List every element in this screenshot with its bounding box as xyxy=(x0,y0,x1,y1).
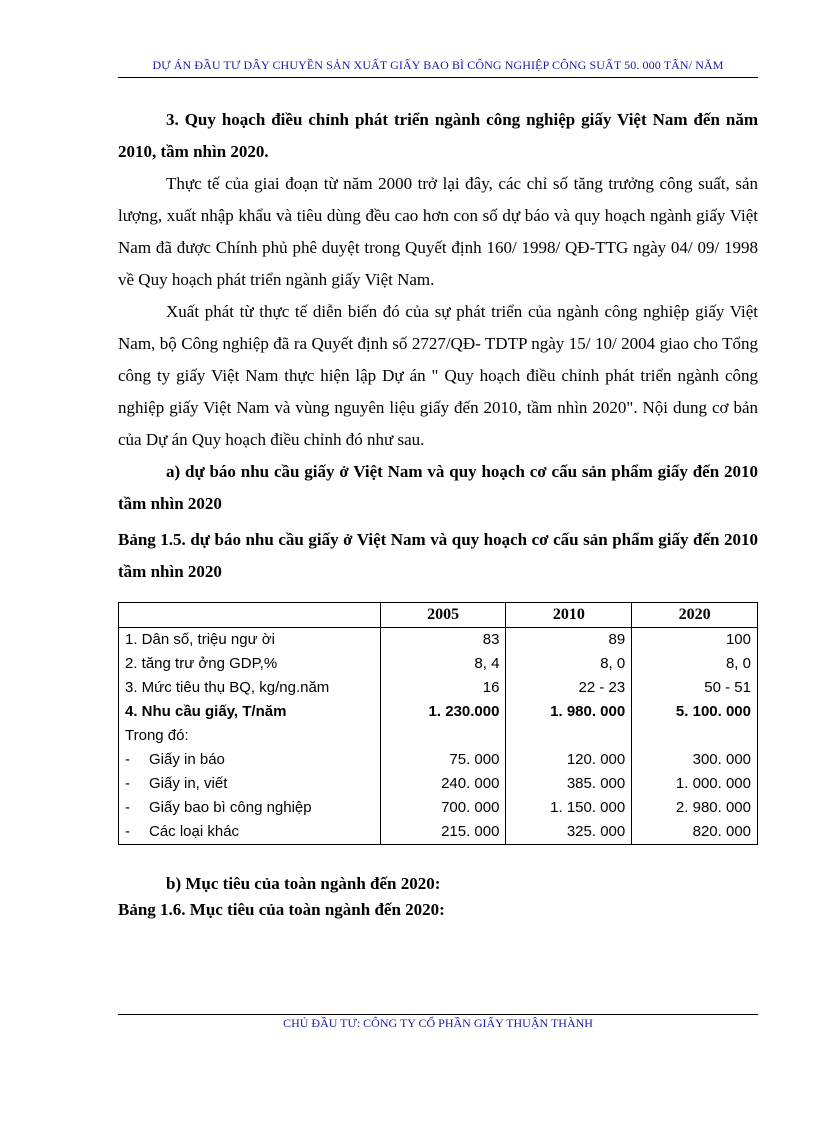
cell-2005: 215. 000 xyxy=(380,820,506,845)
cell-2010: 1. 980. 000 xyxy=(506,700,632,724)
row-label xyxy=(119,796,381,820)
cell-2020: 300. 000 xyxy=(632,748,758,772)
cell-2020: 2. 980. 000 xyxy=(632,796,758,820)
cell-2010: 89 xyxy=(506,628,632,653)
cell-2010: 120. 000 xyxy=(506,748,632,772)
table-row xyxy=(119,772,758,796)
cell-2020: 820. 000 xyxy=(632,820,758,845)
table-row xyxy=(119,652,758,676)
cell-2005: 1. 230.000 xyxy=(380,700,506,724)
list-dash: - xyxy=(125,751,130,768)
cell-2020: 50 - 51 xyxy=(632,676,758,700)
list-dash: - xyxy=(125,823,130,840)
row-label xyxy=(119,820,381,845)
table-row xyxy=(119,796,758,820)
cell-2005: 240. 000 xyxy=(380,772,506,796)
row-label: 3. Mức tiêu thụ BQ, kg/ng.năm xyxy=(119,676,381,700)
cell-2005: 16 xyxy=(380,676,506,700)
table-row xyxy=(119,724,758,748)
column-header: 2005 xyxy=(380,603,506,628)
cell-2005 xyxy=(380,724,506,748)
table-row xyxy=(119,748,758,772)
list-dash: - xyxy=(125,775,130,792)
paragraph-1: Thực tế của giai đoạn từ năm 2000 trở lại đây, các chỉ số tăng trưởng công suất, sản lượng, xuất nhập khẩu và tiêu dùng đều cao hơn con số dự báo và quy hoạch ngành giấy Việt Nam đã được Chính phủ phê duyệt trong Quyết định 160/ 1998/ QĐ-TTG ngày 04/ 09/ 1998 về Quy hoạch phát triển ngành giấy Việt Nam. xyxy=(118,174,758,289)
cell-2020: 5. 100. 000 xyxy=(632,700,758,724)
cell-2020: 8, 0 xyxy=(632,652,758,676)
table-row-total xyxy=(119,700,758,724)
paragraph-2: Xuất phát từ thực tế diễn biến đó của sự phát triển của ngành công nghiệp giấy Việt Nam, bộ Công nghiệp đã ra Quyết định số 2727/QĐ- TDTP ngày 15/ 10/ 2004 giao cho Tổng công ty giấy Việt Nam thực hiện lập Dự án " Quy hoạch điều chỉnh phát triển ngành công nghiệp giấy Việt Nam và vùng nguyên liệu giấy đến 2010, tầm nhìn 2020". Nội dung cơ bản của Dự án Quy hoạch điều chỉnh đó như sau. xyxy=(118,302,758,449)
footer-rule xyxy=(118,1014,758,1015)
row-label xyxy=(119,772,381,796)
row-label: 4. Nhu cầu giấy, T/năm xyxy=(119,700,381,724)
column-header: 2010 xyxy=(506,603,632,628)
row-label-text: Giấy in báo xyxy=(149,751,225,768)
row-label-text: Giấy in, viết xyxy=(149,775,228,792)
row-label: 2. tăng trư ởng GDP,% xyxy=(119,652,381,676)
row-label-text: Các loại khác xyxy=(149,823,240,840)
list-dash: - xyxy=(125,799,130,816)
table-row xyxy=(119,820,758,845)
cell-2020: 100 xyxy=(632,628,758,653)
table-caption: Bảng 1.5. dự báo nhu cầu giấy ở Việt Nam và quy hoạch cơ cấu sản phẩm giấy đến 2010 tầm nhìn 2020 xyxy=(118,530,758,581)
demand-forecast-table xyxy=(118,602,758,845)
subsection-heading-b: b) Mục tiêu của toàn ngành đến 2020: xyxy=(166,874,441,893)
cell-2010: 22 - 23 xyxy=(506,676,632,700)
page-footer: CHỦ ĐẦU TƯ: CÔNG TY CỔ PHẦN GIẤY THUẬN THÀNH xyxy=(283,1016,593,1030)
page-header: DỰ ÁN ĐẦU TƯ DÂY CHUYỀN SẢN XUẤT GIẤY BAO BÌ CÔNG NGHIỆP CÔNG SUẤT 50. 000 TẤN/ NĂM xyxy=(152,58,724,72)
table-header-row xyxy=(119,603,758,628)
row-label-text: Giấy bao bì công nghiệp xyxy=(149,799,312,816)
cell-2010: 385. 000 xyxy=(506,772,632,796)
cell-2010 xyxy=(506,724,632,748)
cell-2005: 8, 4 xyxy=(380,652,506,676)
cell-2020: 1. 000. 000 xyxy=(632,772,758,796)
cell-2010: 1. 150. 000 xyxy=(506,796,632,820)
cell-2010: 8, 0 xyxy=(506,652,632,676)
section-heading-3: 3. Quy hoạch điều chỉnh phát triển ngành công nghiệp giấy Việt Nam đến năm 2010, tầm nhìn 2020. xyxy=(118,110,758,161)
column-header xyxy=(119,603,381,628)
cell-2005: 700. 000 xyxy=(380,796,506,820)
row-label: 1. Dân số, triệu ngư ời xyxy=(119,628,381,653)
subsection-heading-a: a) dự báo nhu cầu giấy ở Việt Nam và quy hoạch cơ cấu sản phẩm giấy đến 2010 tầm nhìn 2020 xyxy=(118,462,758,513)
document-body xyxy=(118,104,758,923)
table-row xyxy=(119,676,758,700)
cell-2010: 325. 000 xyxy=(506,820,632,845)
row-label xyxy=(119,748,381,772)
cell-2005: 83 xyxy=(380,628,506,653)
column-header: 2020 xyxy=(632,603,758,628)
table-row xyxy=(119,628,758,653)
table-caption-2: Bảng 1.6. Mục tiêu của toàn ngành đến 2020: xyxy=(118,900,445,919)
header-rule xyxy=(118,77,758,78)
cell-2020 xyxy=(632,724,758,748)
cell-2005: 75. 000 xyxy=(380,748,506,772)
row-label: Trong đó: xyxy=(119,724,381,748)
